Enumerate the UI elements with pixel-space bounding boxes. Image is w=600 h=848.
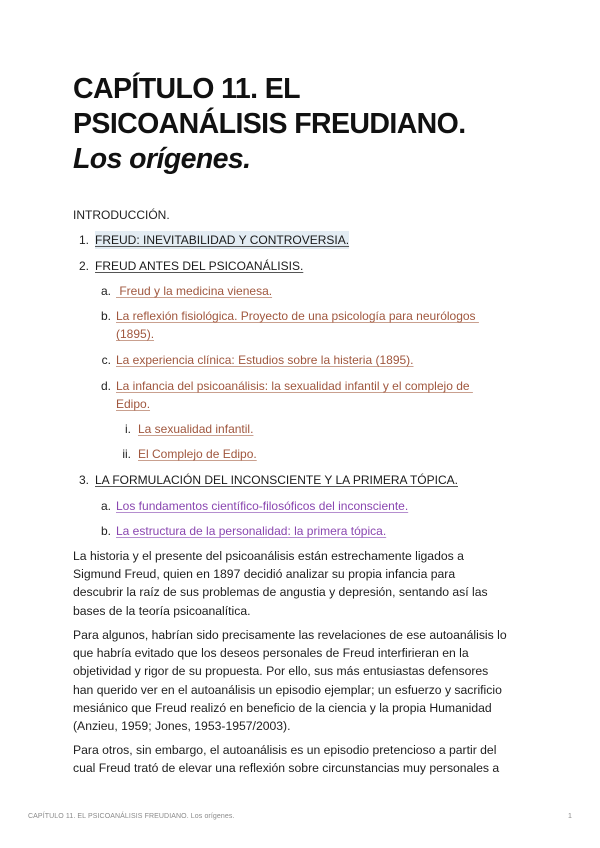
title-subtitle: Los orígenes. [73,143,251,175]
toc-link[interactable]: Freud y la medicina vienesa. [116,284,273,298]
toc-link-line-2[interactable]: (1895). [116,327,155,341]
paragraph-line: mesiánico que Freud realizó en beneficio de la ciencia y la propia Humanidad [73,700,492,715]
paragraph-3 [73,741,533,777]
toc-link[interactable]: FREUD ANTES DEL PSICOANÁLISIS. [95,259,304,273]
paragraph-line: Sigmund Freud, quien en 1897 decidió analizar su propia infancia para [73,567,456,582]
footer-running-title: CAPÍTULO 11. EL PSICOANÁLISIS FREUDIANO. Los orígenes. [28,813,235,820]
toc-link[interactable]: La estructura de la personalidad: la primera tópica. [116,524,387,538]
paragraph-line: bases de la teoría psicoanalítica. [73,603,251,618]
toc-link[interactable]: La sexualidad infantil. [138,422,254,436]
paragraph-line: objetividad y rigor de su propuesta. Por ello, sus más entusiastas defensores [73,664,489,679]
chapter-title [73,72,543,177]
intro-heading: INTRODUCCIÓN. [73,208,170,222]
toc-number: a. [100,499,111,513]
toc-link[interactable]: Los fundamentos científico-filosóficos del inconsciente. [116,499,409,513]
footer-page-number: 1 [568,813,572,820]
title-line-1: CAPÍTULO 11. EL [73,73,300,105]
toc-number: i. [125,422,131,436]
paragraph-line: La historia y el presente del psicoanálisis están estrechamente ligados a [73,549,464,563]
toc-number: a. [100,284,111,298]
toc-number: 2. [78,259,89,273]
toc-number: 3. [78,473,89,487]
paragraph-1 [73,547,533,620]
paragraph-line: descubrir la raíz de sus problemas de angustia y depresión, sentando así las [73,585,488,600]
toc-link[interactable]: LA FORMULACIÓN DEL INCONSCIENTE Y LA PRIMERA TÓPICA. [95,473,458,487]
toc-link[interactable]: La experiencia clínica: Estudios sobre la histeria (1895). [116,353,414,367]
paragraph-line: (Anzieu, 1959; Jones, 1953-1957/2003). [73,719,291,734]
toc-number: 1. [78,233,89,247]
paragraph-line: Para otros, sin embargo, el autoanálisis es un episodio pretencioso a partir del [73,743,497,757]
toc-link[interactable]: FREUD: INEVITABILIDAD Y CONTROVERSIA. [95,233,350,247]
toc-number: ii. [122,447,131,461]
toc-link[interactable]: El Complejo de Edipo. [138,447,257,461]
paragraph-line: cual Freud trató de elevar una reflexión sobre circunstancias muy personales a [73,761,500,776]
paragraph-2 [73,626,533,735]
toc-number: d. [100,379,111,393]
paragraph-line: han querido ver en el autoanálisis un episodio ejemplar; un esfuerzo y sacrificio [73,682,502,697]
title-line-2: PSICOANÁLISIS FREUDIANO. [73,108,466,140]
toc-link-line-1[interactable]: La reflexión fisiológica. Proyecto de una psicología para neurólogos [116,309,479,323]
paragraph-line: Para algunos, habrían sido precisamente las revelaciones de ese autoanálisis lo [73,628,507,642]
toc-number: b. [100,309,111,323]
toc-link-line-2[interactable]: Edipo. [116,397,151,411]
toc-number: b. [100,524,111,538]
toc-link-line-1[interactable]: La infancia del psicoanálisis: la sexualidad infantil y el complejo de [116,379,473,393]
paragraph-line: que habría evitado que los deseos personales de Freud interfirieran en la [73,646,469,661]
toc-number: c. [101,353,111,367]
